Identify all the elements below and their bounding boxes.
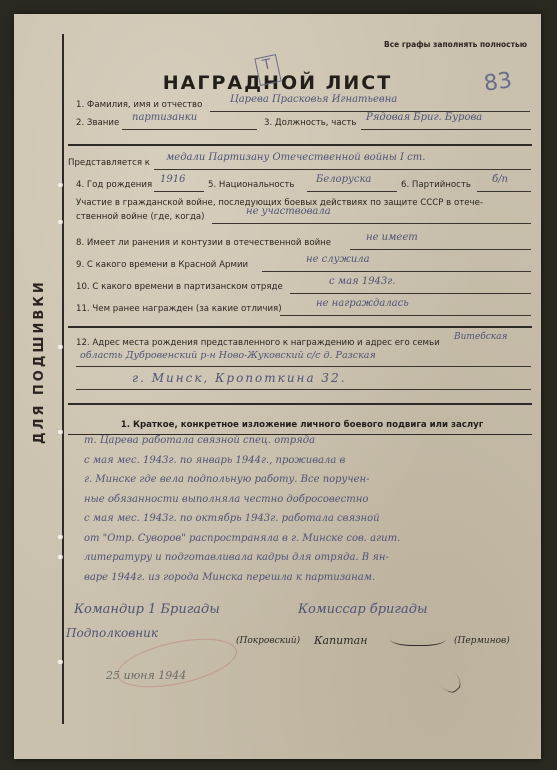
field-3-value: Рядовая Бриг. Бурова bbox=[366, 112, 483, 123]
field-10-value: с мая 1943г. bbox=[329, 276, 396, 287]
narrative-line: г. Минске где вела подпольную работу. Все поручен- bbox=[84, 474, 370, 485]
field-11-underline bbox=[280, 315, 531, 316]
signature-date: 25 июня 1944 bbox=[106, 669, 187, 682]
narrative-line: с мая мес. 1943г. по октябрь 1943г. работала связной bbox=[84, 513, 380, 524]
presented-to-underline bbox=[154, 169, 531, 170]
section-rule bbox=[68, 144, 532, 146]
field-7-value: не участвовала bbox=[246, 206, 331, 217]
presented-to-value: медали Партизану Отечественной войны I ст. bbox=[166, 152, 426, 163]
signature-scribble bbox=[390, 629, 446, 646]
feat-section-title: 1. Краткое, конкретное изложение личного боевого подвига или заслуг bbox=[120, 420, 484, 430]
field-7-label-line2: ственной войне (где, когда) bbox=[76, 212, 205, 222]
archive-number: 83 bbox=[482, 68, 514, 97]
narrative-line: варе 1944г. из города Минска перешла к партизанам. bbox=[84, 571, 376, 583]
field-11-label: 11. Чем ранее награжден (за какие отличия) bbox=[76, 304, 282, 314]
field-9-label: 9. С какого времени в Красной Армии bbox=[76, 260, 249, 270]
signature-scribble bbox=[423, 652, 465, 696]
field-8-underline bbox=[350, 249, 531, 250]
punch-hole bbox=[57, 534, 63, 540]
section-rule bbox=[68, 403, 532, 405]
field-7-label-line1: Участие в гражданской войне, последующих боевых действиях по защите СССР в отече- bbox=[76, 198, 483, 208]
field-2-label: 2. Звание bbox=[76, 118, 120, 128]
presented-to-label: Представляется к bbox=[68, 158, 150, 168]
field-3-label: 3. Должность, часть bbox=[264, 118, 357, 128]
field-2-underline bbox=[122, 129, 257, 130]
field-5-underline bbox=[307, 191, 397, 192]
field-10-underline bbox=[290, 293, 531, 294]
field-9-value: не служила bbox=[306, 254, 370, 265]
field-10-label: 10. С какого времени в партизанском отряде bbox=[76, 282, 283, 292]
narrative-line: литературу и подготавливала кадры для отряда. В ян- bbox=[84, 552, 389, 563]
field-4-label: 4. Год рождения bbox=[76, 180, 153, 190]
field-12-value-line3: г. Минск, Кропоткина 32. bbox=[132, 371, 347, 385]
award-sheet bbox=[14, 14, 541, 759]
field-12-underline bbox=[76, 366, 531, 367]
binding-margin-line bbox=[62, 34, 64, 724]
field-5-label: 5. Национальность bbox=[208, 180, 295, 190]
narrative-line: т. Царева работала связной спец. отряда bbox=[84, 435, 316, 446]
archive-box-stamp: Т bbox=[254, 54, 281, 86]
officer-right-rank: Капитан bbox=[314, 634, 368, 647]
field-5-value: Белоруска bbox=[316, 174, 372, 185]
narrative-line: ные обязанности выполняла честно добросовестно bbox=[84, 493, 369, 505]
field-7-underline bbox=[212, 223, 531, 224]
field-4-underline bbox=[154, 191, 204, 192]
field-6-label: 6. Партийность bbox=[401, 180, 471, 190]
field-12-label: 12. Адрес места рождения представленного к награждению и адрес его семьи bbox=[76, 338, 440, 348]
field-6-underline bbox=[477, 191, 531, 192]
commissar-title: Комиссар бригады bbox=[298, 602, 428, 617]
officer-right-name: (Перминов) bbox=[454, 636, 510, 646]
punch-hole bbox=[57, 554, 63, 560]
narrative-line: от "Отр. Суворов" распространяла в г. Минске сов. агит. bbox=[84, 532, 401, 544]
feat-narrative bbox=[84, 431, 534, 587]
officer-left-name: (Покровский) bbox=[236, 636, 301, 646]
field-6-value: б/п bbox=[492, 174, 508, 185]
narrative-line: с мая мес. 1943г. по январь 1944г., проживала в bbox=[84, 454, 346, 466]
field-12-value-line2: область Дубровенский р-н Ново-Жуковский с/с д. Разская bbox=[80, 350, 376, 361]
field-11-value: не награждалась bbox=[316, 298, 409, 309]
commander-title: Командир 1 Бригады bbox=[74, 602, 220, 617]
punch-hole bbox=[57, 182, 63, 188]
field-1-value: Царева Прасковья Игнатьевна bbox=[230, 94, 398, 105]
field-4-value: 1916 bbox=[160, 174, 186, 185]
punch-hole bbox=[57, 659, 63, 665]
field-8-value: не имеет bbox=[366, 232, 418, 243]
commander-rank: Подполковник bbox=[66, 626, 159, 640]
field-9-underline bbox=[262, 271, 531, 272]
document-title: НАГРАДНОЙ ЛИСТ bbox=[162, 72, 393, 94]
fill-all-fields-note: Все графы заполнять полностью bbox=[384, 40, 527, 49]
field-3-underline bbox=[361, 129, 531, 130]
section-rule bbox=[68, 326, 532, 328]
field-12-underline bbox=[76, 389, 531, 390]
punch-hole bbox=[57, 344, 63, 350]
punch-hole bbox=[57, 219, 63, 225]
punch-hole bbox=[57, 429, 63, 435]
field-2-value: партизанки bbox=[132, 112, 198, 123]
binding-margin-label: ДЛЯ ПОДШИВКИ bbox=[32, 279, 47, 444]
field-8-label: 8. Имеет ли ранения и контузии в отечественной войне bbox=[76, 238, 332, 248]
field-1-label: 1. Фамилия, имя и отчество bbox=[76, 100, 203, 110]
field-12-value-line1: Витебская bbox=[454, 332, 508, 342]
